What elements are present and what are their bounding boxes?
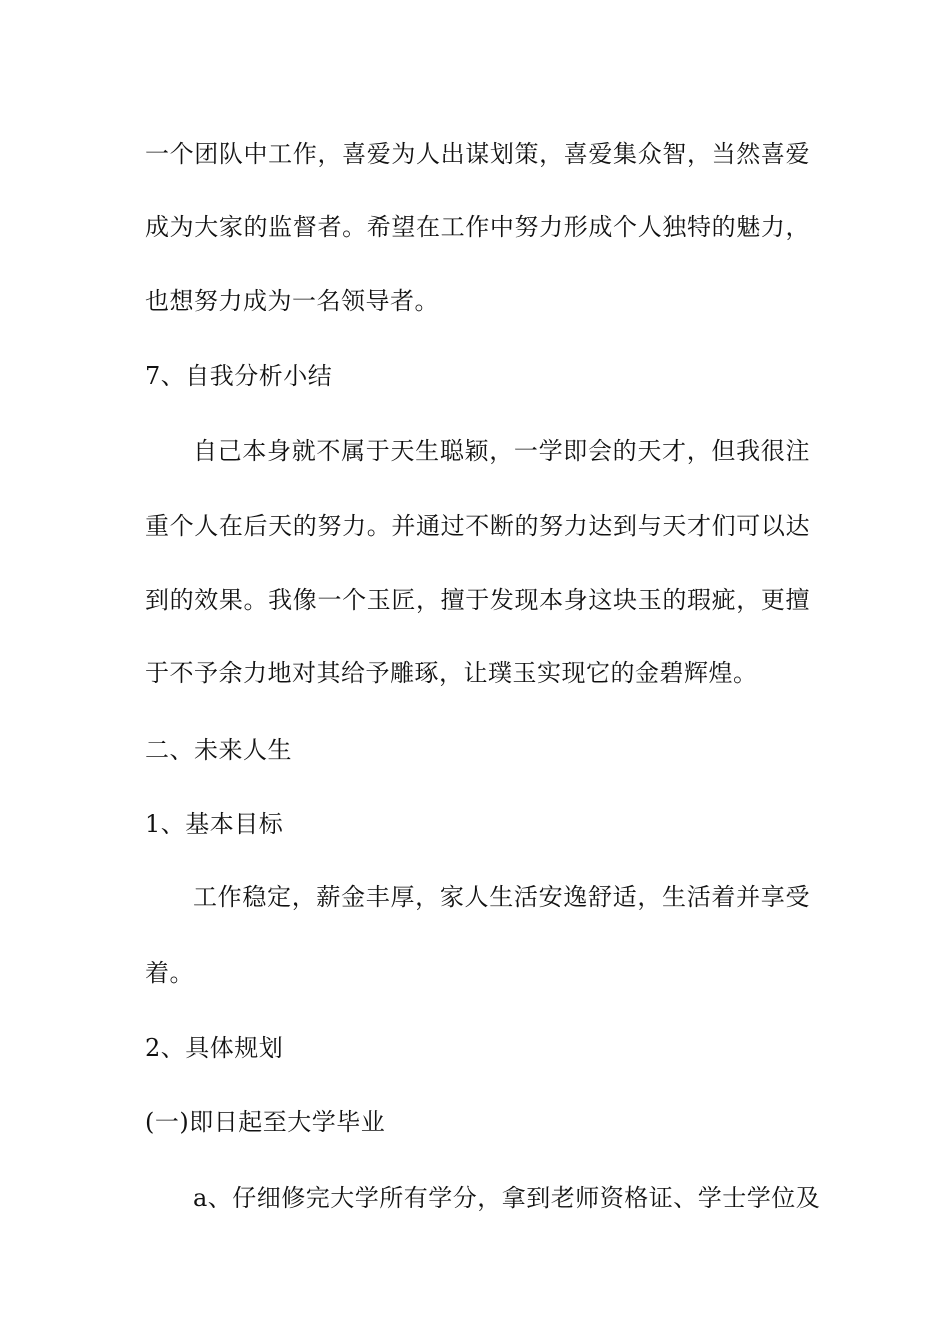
paragraph-line-5: 自己本身就不属于天生聪颖，一学即会的天才，但我很注 <box>193 437 810 465</box>
paragraph-line-15: a、仔细修完大学所有学分，拿到老师资格证、学士学位及 <box>193 1184 821 1212</box>
paragraph-line-8: 于不予余力地对其给予雕琢，让璞玉实现它的金碧辉煌。 <box>145 659 758 687</box>
paragraph-line-7: 到的效果。我像一个玉匠，擅于发现本身这块玉的瑕疵，更擅 <box>145 586 810 614</box>
subsection-heading-until-graduation: (一)即日起至大学毕业 <box>145 1108 386 1136</box>
paragraph-line-3: 也想努力成为一名领导者。 <box>145 287 439 315</box>
section-heading-future-life: 二、未来人生 <box>145 736 292 764</box>
paragraph-line-6: 重个人在后天的努力。并通过不断的努力达到与天才们可以达 <box>145 512 810 540</box>
section-heading-specific-plan: 2、具体规划 <box>145 1034 284 1062</box>
section-heading-basic-goal: 1、基本目标 <box>145 810 284 838</box>
paragraph-line-1: 一个团队中工作，喜爱为人出谋划策，喜爱集众智，当然喜爱 <box>145 140 810 168</box>
paragraph-line-2: 成为大家的监督者。希望在工作中努力形成个人独特的魅力， <box>145 213 810 241</box>
section-heading-self-analysis-summary: 7、自我分析小结 <box>145 362 333 390</box>
paragraph-line-11: 工作稳定，薪金丰厚，家人生活安逸舒适，生活着并享受 <box>193 883 810 911</box>
paragraph-line-12: 着。 <box>145 959 194 987</box>
